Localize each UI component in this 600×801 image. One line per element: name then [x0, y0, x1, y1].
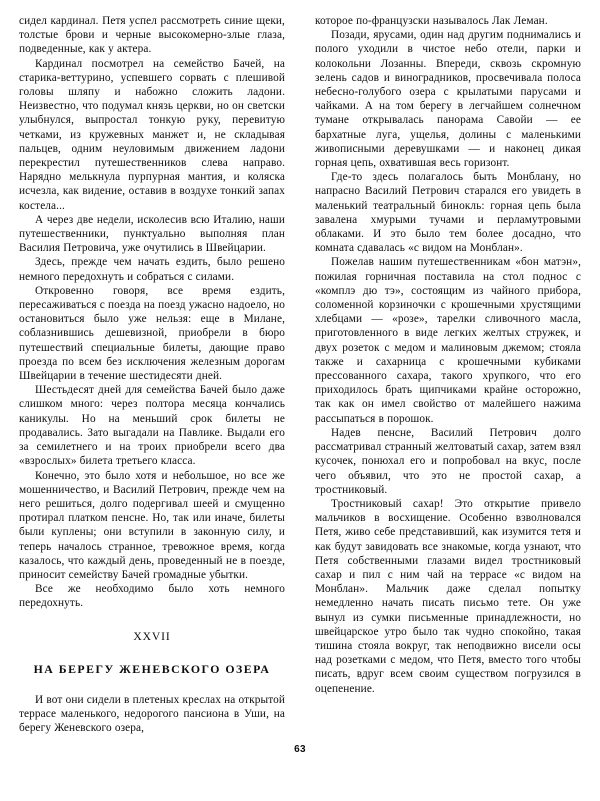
paragraph: Где-то здесь полагалось быть Монблану, но напрасно Василий Петрович старался его увидеть в маленький театральный бинокль: горная цепь была завалена хмурыми тучами и перламутровыми облаками. И это было тем более досадно, что комната сдавалась «с видом на Монблан». [315, 171, 581, 255]
paragraph: А через две недели, исколесив всю Италию, наши путешественники, пунктуально выполняя план Василия Петровича, уже очутились в Швейцарии. [19, 213, 285, 255]
paragraph: Кардинал посмотрел на семейство Бачей, на старика-веттурино, успевшего сорвать с плешивой головы шляпу и набожно сложить ладони. Неизвестно, что подумал князь церкви, но он светски улыбнулся, выпростал тонкую руку, перевитую четками, из кружевных манжет и, не складывая пальцев, одним неуловимым движением ладони перекрестил путешественников слева направо. Нарядно мелькнула пурпурная мантия, и коляска исчезла, как видение, оставив в воздухе тонкий запах костела... [19, 57, 285, 212]
paragraph: которое по-французски называлось Лак Леман. [315, 15, 548, 27]
paragraph: Надев пенсне, Василий Петрович долго рассматривал странный желтоватый сахар, затем взял кусочек, понюхал его и попробовал на вкус, после чего объявил, что это не простой сахар, а тростниковый. [315, 426, 581, 496]
paragraph: Позади, ярусами, один над другим поднимались и полого уходили в чистое небо отели, парки и колокольни Лозанны. Впереди, сквозь скромную зелень садов и виноградников, просвечивала полоса небесно-голубого озера с крылатыми парусами и чайками. А на том берегу в легчайшем солнечном тумане открывалась панорама Савойи — ее бархатные луга, ущелья, долины с маленькими живописными деревушками — и наконец дикая горная цепь, охватившая весь горизонт. [315, 29, 581, 170]
paragraph: Шестьдесят дней для семейства Бачей было даже слишком много: через полтора месяца кончались каникулы. Но на меньший срок билеты не продавались. Зато выгадали на Павлике. Выдали его за семилетнего и на троих приобрели всего два «взрослых» билета третьего класса. [19, 384, 285, 468]
page-number: 63 [294, 744, 306, 755]
paragraph: Пожелав нашим путешественникам «бон матэн», пожилая горничная поставила на стол поднос с «комплэ дю тэ», состоящим из чайного прибора, соломенной корзиночки с крошечными хрустящими хлебцами — «розе», тарелки сливочного масла, приготовленного в виде легких желтых стружек, и двух розеток с медом и малиновым джемом; стояла также и сахарница с крошечными кубиками прессованного сахара, такого хрупкого, что его приходилось брать щипчиками крайне осторожно, так как он имел свойство от малейшего нажима рассыпаться в порошок. [315, 256, 581, 425]
right-text-column [315, 14, 581, 754]
chapter-heading-block [19, 630, 285, 676]
paragraph: Все же необходимо было хоть немного передохнуть. [19, 583, 285, 610]
chapter-title: НА БЕРЕГУ ЖЕНЕВСКОГО ОЗЕРА [33, 661, 271, 676]
two-column-text-body [19, 14, 581, 754]
chapter-number: XXVII [133, 629, 171, 643]
paragraph: Конечно, это было хотя и небольшое, но все же мошенничество, и Василий Петрович, прежде чем на него решиться, долго подергивал шеей и смущенно протирал платком пенсне. Но, так или иначе, билеты были куплены; они вступили в законную силу, и теперь началось странное, тревожное время, когда казалось, что каждый день, проведенный не в поезде, приносит семейству Бачей громадные убытки. [19, 469, 285, 581]
paragraph: Откровенно говоря, все время ездить, пересаживаться с поезда на поезд ужасно надоело, но остановиться было уже нельзя: еще в Милане, соблазнившись дешевизной, приобрели в бюро путешествий специальные билеты, дающие право проезда по всем без исключения железным дорогам Швейцарии в течение шестидесяти дней. [19, 284, 286, 383]
left-text-column [19, 14, 285, 754]
paragraph: И вот они сидели в плетеных креслах на открытой террасе маленького, недорогого пансиона в Уши, на берегу Женевского озера, [19, 693, 285, 735]
paragraph: Здесь, прежде чем начать ездить, было решено немного передохнуть и собраться с силами. [19, 256, 285, 283]
paragraph: сидел кардинал. Петя успел рассмотреть синие щеки, толстые брови и черные высокомерно-злые глаза, подведенные, как у актера. [19, 15, 285, 56]
paragraph: Тростниковый сахар! Это открытие привело мальчиков в восхищение. Особенно взволновался Петя, живо себе представивший, как изумится тетя и как будут завидовать все знакомые, когда узнают, что Петя собственными глазами видел тростниковый сахар и пил с ним чай на террасе «с видом на Монблан». Мальчик даже сделал попытку немедленно начать писать письмо тете. Он уже вынул из сумки письменные принадлежности, но швейцарское утро было так чудно спокойно, такая тишина стояла вокруг, так неподвижно висели осы над розетками с медом, что Петя, вместо того чтобы писать, вдруг всем своим существом погрузился в оцепенение. [315, 497, 581, 695]
